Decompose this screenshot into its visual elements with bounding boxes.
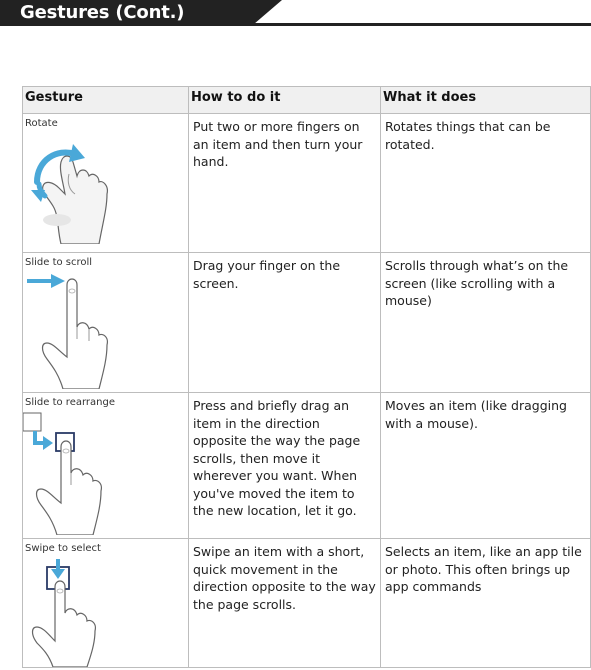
- swipe-to-select-gesture-icon: [23, 557, 123, 667]
- rotate-gesture-icon: [23, 132, 123, 244]
- how-cell: [189, 114, 381, 253]
- gesture-cell: [23, 539, 189, 668]
- gesture-cell: [23, 253, 189, 393]
- how-text: Put two or more fingers on an item and then turn your hand.: [193, 119, 363, 169]
- gesture-cell: [23, 393, 189, 539]
- gesture-name: Slide to rearrange: [25, 397, 115, 408]
- what-cell: [381, 253, 591, 393]
- what-cell: [381, 393, 591, 539]
- table-row: [23, 539, 591, 668]
- how-cell: [189, 539, 381, 668]
- how-cell: [189, 393, 381, 539]
- what-text: Scrolls through what’s on the screen (like scrolling with a mouse): [385, 258, 569, 308]
- how-text: Swipe an item with a short, quick movement in the direction opposite to the way the page scrolls.: [193, 544, 376, 612]
- table-row: [23, 253, 591, 393]
- gesture-cell: [23, 114, 189, 253]
- page-title: Gestures (Cont.): [20, 2, 185, 23]
- table-row: [23, 114, 591, 253]
- gesture-name: Swipe to select: [25, 543, 101, 554]
- how-cell: [189, 253, 381, 393]
- slide-to-rearrange-gesture-icon: [23, 411, 123, 535]
- table-row: [23, 393, 591, 539]
- table-header-row: [23, 87, 591, 114]
- how-text: Press and briefly drag an item in the direction opposite the way the page scrolls, then move it wherever you want. When you've moved the item to the new location, let it go.: [193, 398, 361, 518]
- gestures-table: [22, 86, 591, 668]
- what-text: Moves an item (like dragging with a mouse).: [385, 398, 567, 431]
- what-text: Rotates things that can be rotated.: [385, 119, 551, 152]
- how-text: Drag your finger on the screen.: [193, 258, 341, 291]
- column-header-what: What it does: [381, 87, 591, 114]
- gesture-name: Slide to scroll: [25, 257, 93, 268]
- column-header-gesture: Gesture: [23, 87, 189, 114]
- gesture-name: Rotate: [25, 118, 58, 129]
- column-header-how: How to do it: [189, 87, 381, 114]
- what-text: Selects an item, like an app tile or photo. This often brings up app commands: [385, 544, 582, 594]
- what-cell: [381, 539, 591, 668]
- slide-to-scroll-gesture-icon: [23, 271, 123, 389]
- header-bar: [0, 0, 591, 26]
- what-cell: [381, 114, 591, 253]
